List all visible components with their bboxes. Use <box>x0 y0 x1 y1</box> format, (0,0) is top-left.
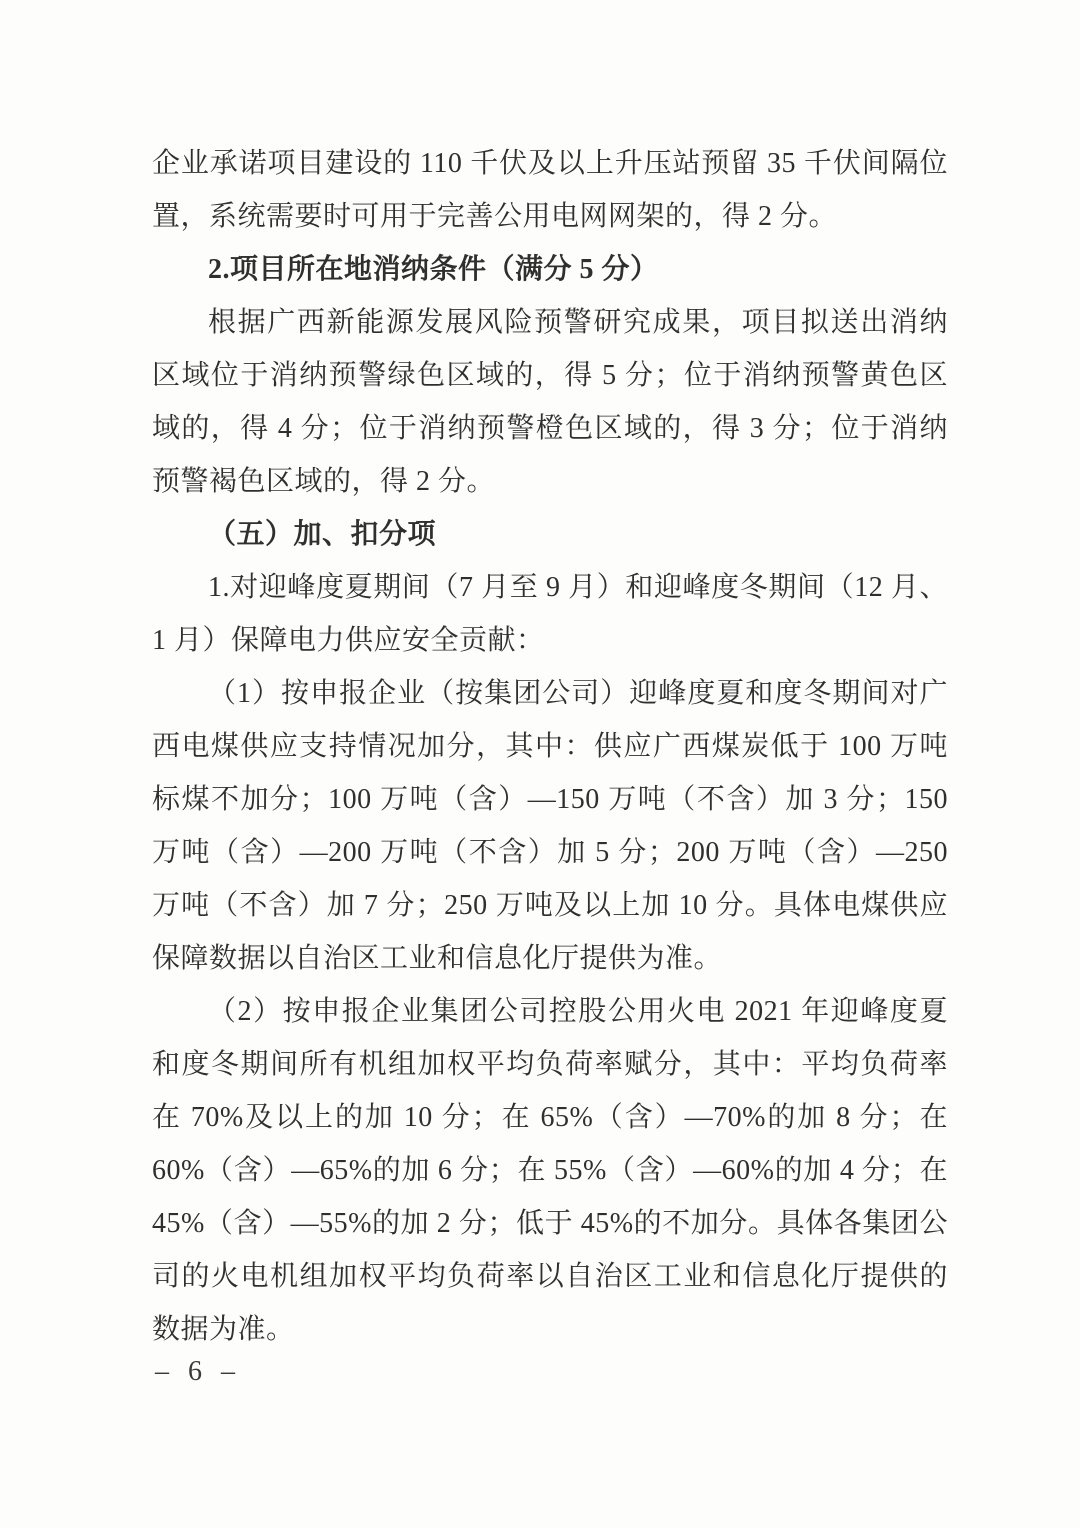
heading-local-consumption-conditions: 2.项目所在地消纳条件（满分 5 分） <box>208 254 659 285</box>
document-body <box>152 137 948 1356</box>
paragraph-consumption-warning-zones: 根据广西新能源发展风险预警研究成果，项目拟送出消纳区域位于消纳预警绿色区域的，得 5 分；位于消纳预警黄色区域的，得 4 分；位于消纳预警橙色区域的，得 3 分；位于消纳预警褐色区域的，得 2 分。 <box>152 307 948 497</box>
paragraph-peak-period-intro: 1.对迎峰度夏期间（7 月至 9 月）和迎峰度冬期间（12 月、1 月）保障电力供应安全贡献： <box>152 572 948 656</box>
paragraph-grid-reservation: 企业承诺项目建设的 110 千伏及以上升压站预留 35 千伏间隔位置，系统需要时可用于完善公用电网网架的，得 2 分。 <box>152 148 948 232</box>
page-number: – 6 – <box>155 1356 241 1387</box>
paragraph-coal-supply-bonus: （1）按申报企业（按集团公司）迎峰度夏和度冬期间对广西电煤供应支持情况加分，其中：供应广西煤炭低于 100 万吨标煤不加分；100 万吨（含）—150 万吨（不含）加 3 分；150 万吨（含）—200 万吨（不含）加 5 分；200 万吨（含）—250 万吨（不含）加 7 分；250 万吨及以上加 10 分。具体电煤供应保障数据以自治区工业和信息化厅提供为准。 <box>152 678 948 974</box>
heading-bonus-penalty-items: （五）加、扣分项 <box>208 519 437 550</box>
paragraph-load-factor-bonus: （2）按申报企业集团公司控股公用火电 2021 年迎峰度夏和度冬期间所有机组加权平均负荷率赋分，其中：平均负荷率在 70%及以上的加 10 分；在 65%（含）—70%的加 8 分；在 60%（含）—65%的加 6 分；在 55%（含）—60%的加 4 分；在 45%（含）—55%的加 2 分；低于 45%的不加分。具体各集团公司的火电机组加权平均负荷率以自治区工业和信息化厅提供的数据为准。 <box>152 996 948 1345</box>
